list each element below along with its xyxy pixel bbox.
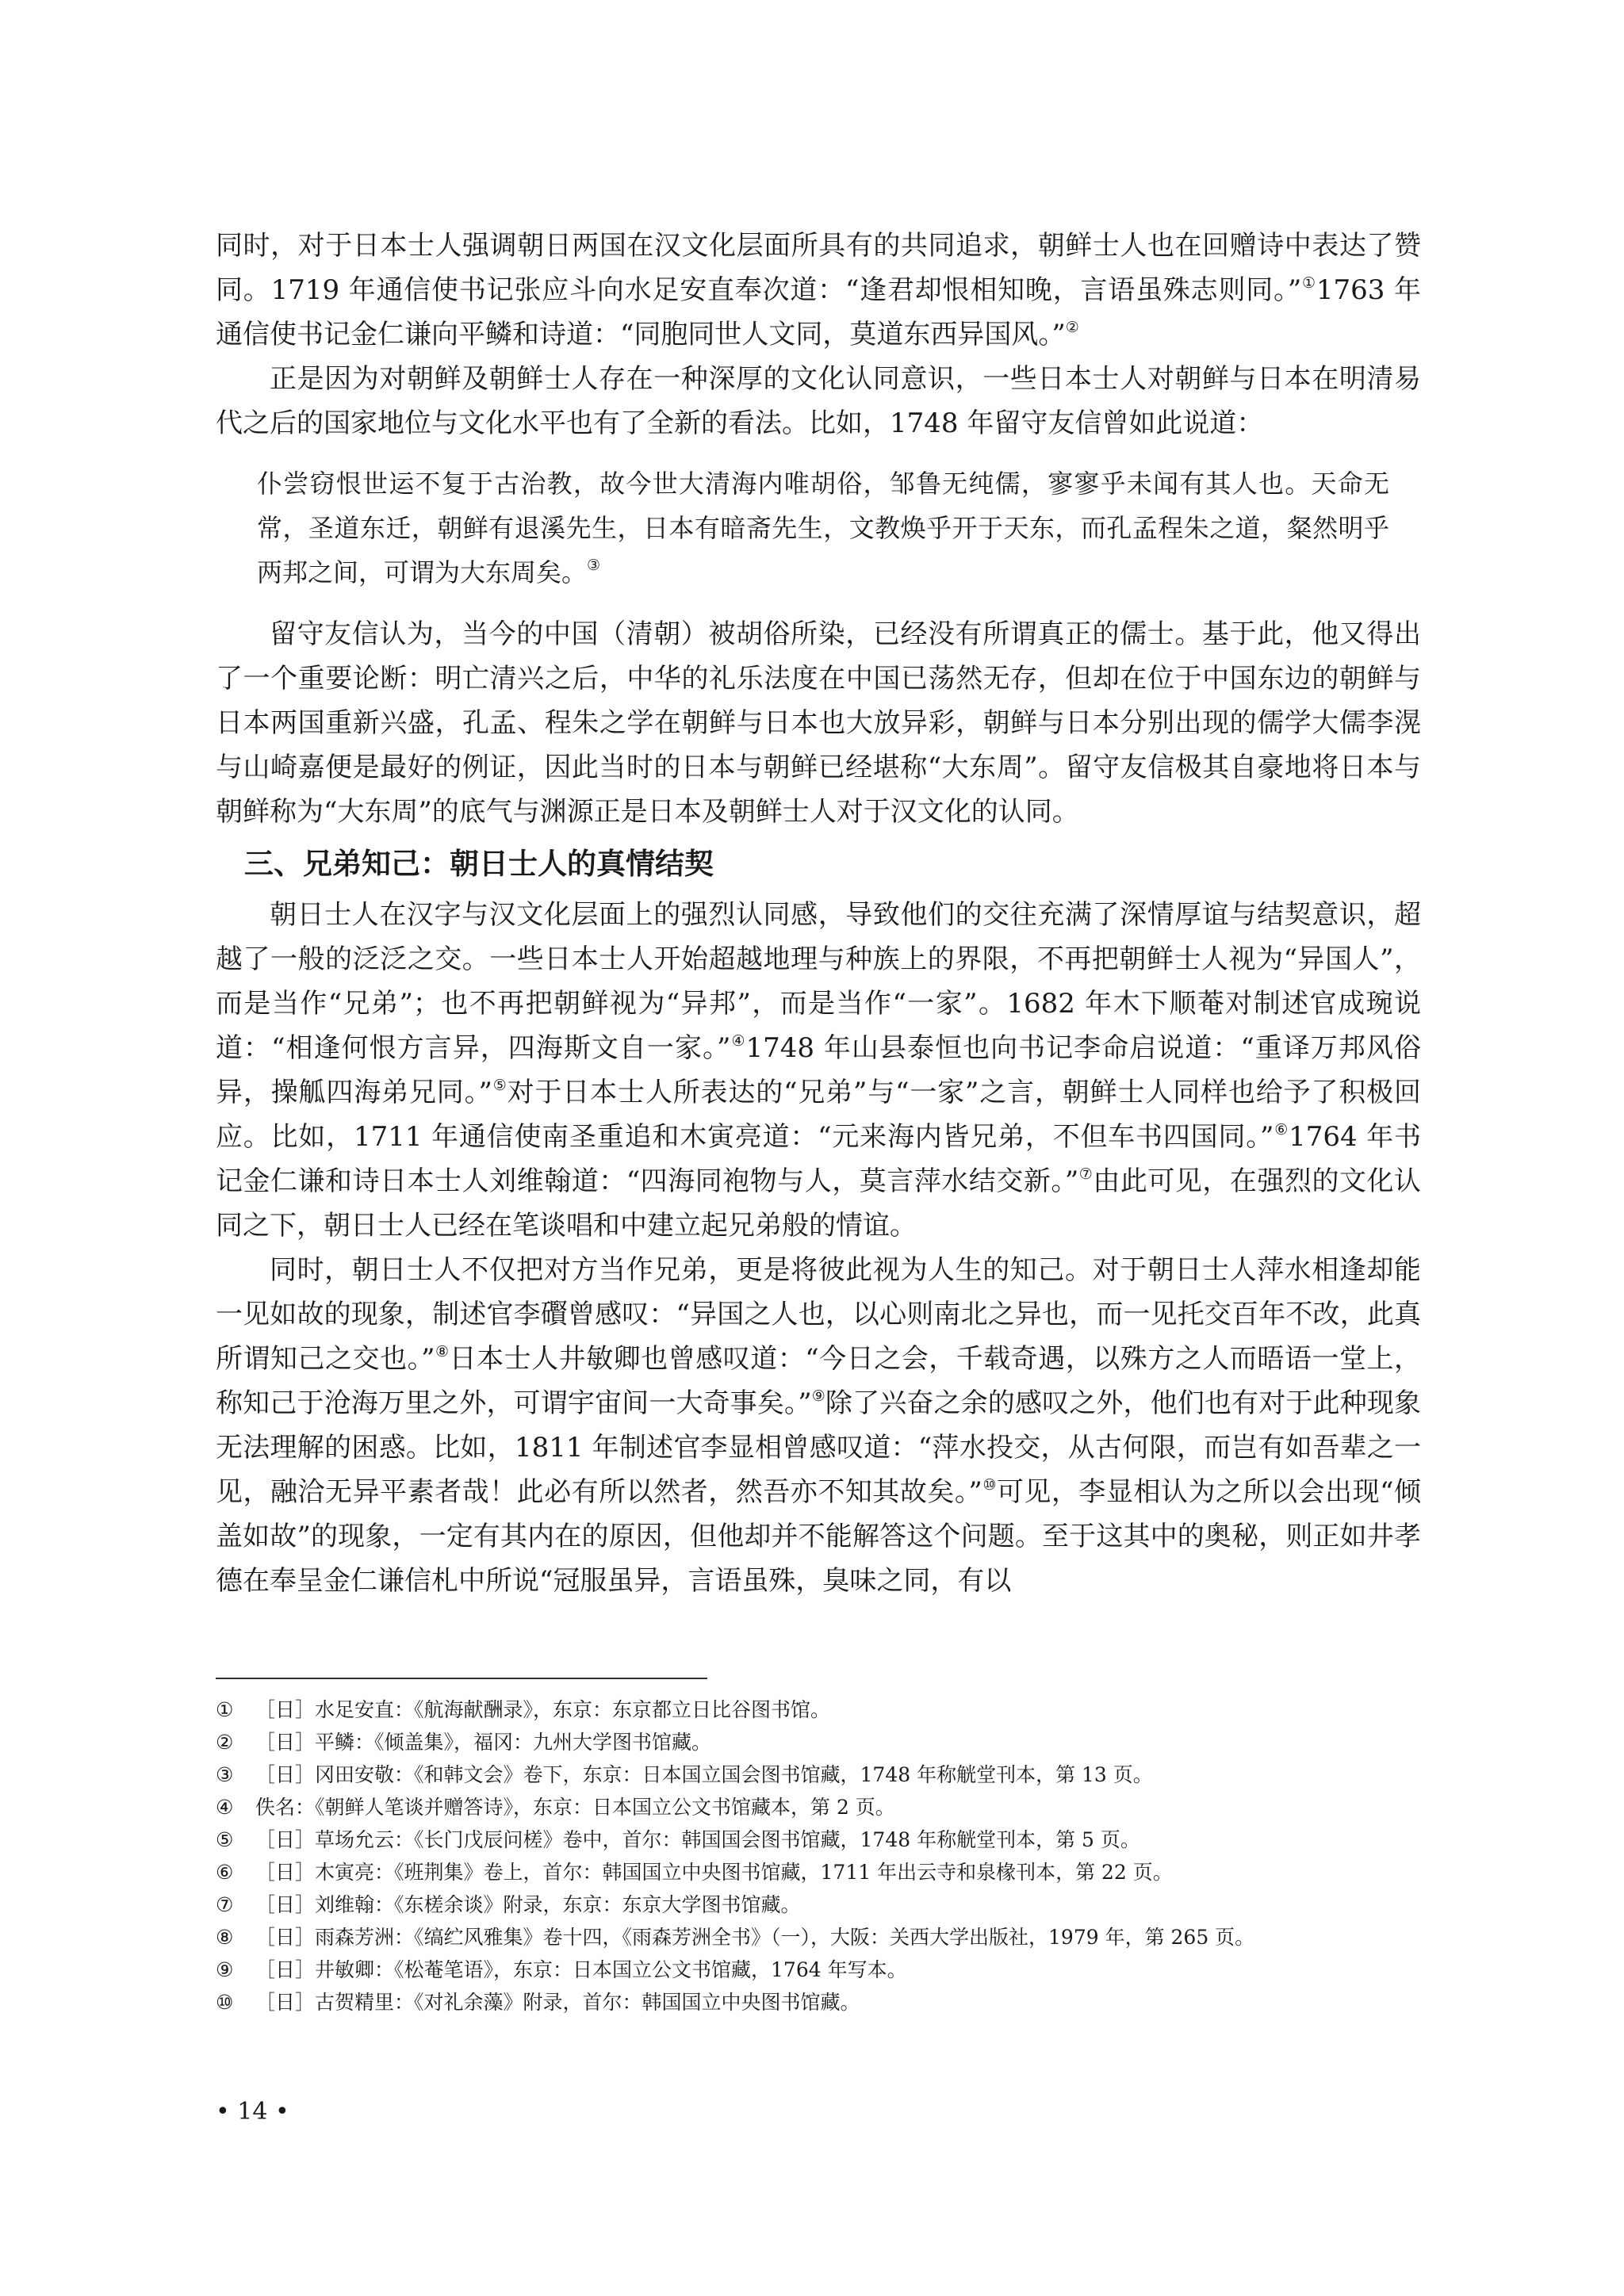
footnote-ref-7[interactable]: ⑦ [1078,1165,1094,1183]
footnote-number: ⑧ [216,1926,234,1949]
paragraph-text: 1764 年书记金仁谦和诗日本士人刘维翰道：“四海同袍物与人，莫言萍水结交新。” [216,1121,1421,1197]
paragraph-text: 1748 年山县泰恒也向书记李命启说道：“重译万邦风俗异，操觚四海弟兄同。” [216,1032,1421,1108]
footnote-ref-5[interactable]: ⑤ [492,1077,508,1094]
footnote-10 [216,1986,1437,2019]
footnote-number: ⑨ [216,1958,234,1981]
footnote-text: ［日］冈田安敬：《和韩文会》卷下，东京：日本国立国会图书馆藏，1748 年称觥堂刊本，第 13 页。 [255,1763,1153,1786]
footnotes [216,1693,1437,2019]
footnote-text: ［日］雨森芳洲：《缟纻风雅集》卷十四，《雨森芳洲全书》（一），大阪：关西大学出版社，1979 年，第 265 页。 [255,1926,1255,1949]
footnote-number: ⑦ [216,1893,234,1916]
footnote-7 [216,1888,1437,1921]
article-body [216,224,1421,1603]
paragraph-text: 由此可见，在强烈的文化认同之下，朝日士人已经在笔谈唱和中建立起兄弟般的情谊。 [216,1165,1421,1242]
footnote-4 [216,1791,1437,1823]
footnote-ref-3[interactable]: ③ [587,557,601,574]
paragraph-text: 除了兴奋之余的感叹之外，他们也有对于此种现象无法理解的困惑。比如，1811 年制述官李显相曾感叹道：“萍水投交，从古何限，而岂有如吾辈之一见，融洽无异平素者哉！此必有所以然者，然吾亦不知其故矣。” [216,1387,1421,1508]
footnote-text: ［日］草场允云：《长门戊辰问槎》卷中，首尔：韩国国会图书馆藏，1748 年称觥堂刊本，第 5 页。 [255,1828,1140,1851]
footnote-number: ② [216,1731,234,1754]
paragraph-text: 同时，朝日士人不仅把对方当作兄弟，更是将彼此视为人生的知己。对于朝日士人萍水相逢却能一见如故的现象，制述官李礥曾感叹：“异国之人也，以心则南北之异也，而一见托交百年不改，此真所谓知己之交也。” [216,1254,1421,1375]
block-quote [216,461,1421,595]
section-heading: 三、兄弟知己：朝日士人的真情结契 [244,847,714,881]
paragraph-5 [216,1248,1421,1603]
footnote-3 [216,1758,1437,1791]
quote-text: 仆尝窃恨世运不复于古治教，故今世大清海内唯胡俗，邹鲁无纯儒，寥寥乎未闻有其人也。天命无常，圣道东迁，朝鲜有退溪先生，日本有暗斋先生，文教焕乎开于天东，而孔孟程朱之道，粲然明乎两邦之间，可谓为大东周矣。 [257,469,1389,587]
footnote-text: 佚名：《朝鲜人笔谈并赠答诗》，东京：日本国立公文书馆藏本，第 2 页。 [255,1796,895,1819]
footnote-8 [216,1921,1437,1954]
footnote-text: ［日］木寅亮：《班荆集》卷上，首尔：韩国国立中央图书馆藏，1711 年出云寺和泉椽刊本，第 22 页。 [255,1861,1173,1884]
paragraph-1 [216,224,1421,357]
paragraph-text: 对于日本士人所表达的“兄弟”与“一家”之言，朝鲜士人同样也给予了积极回应。比如，1711 年通信使南圣重追和木寅亮道：“元来海内皆兄弟，不但车书四国同。” [216,1077,1421,1153]
footnote-number: ① [216,1698,234,1721]
footnote-ref-8[interactable]: ⑧ [435,1343,450,1360]
paragraph-text: 1763 年通信使书记金仁谦向平鳞和诗道：“同胞同世人文同，莫道东西异国风。” [216,274,1421,350]
paragraph-text: 可见，李显相认为之所以会出现“倾盖如故”的现象，一定有其内在的原因，但他却并不能解答这个问题。至于这其中的奥秘，则正如井孝德在奉呈金仁谦信札中所说“冠服虽异，言语虽殊，臭味之同，有以 [216,1476,1421,1597]
footnote-ref-10[interactable]: ⑩ [982,1476,997,1494]
page-number: • 14 • [216,2098,289,2126]
footnote-number: ④ [216,1796,234,1819]
footnote-divider [216,1678,707,1679]
footnote-ref-9[interactable]: ⑨ [811,1387,825,1405]
footnote-text: ［日］古贺精里：《对礼余藻》附录，首尔：韩国国立中央图书馆藏。 [255,1991,860,2014]
paragraph-2: 正是因为对朝鲜及朝鲜士人存在一种深厚的文化认同意识，一些日本士人对朝鲜与日本在明清易代之后的国家地位与文化水平也有了全新的看法。比如，1748 年留守友信曾如此说道： [216,363,1421,439]
paragraph-text: 日本士人井敏卿也曾感叹道：“今日之会，千载奇遇，以殊方之人而晤语一堂上，称知己于沧海万里之外，可谓宇宙间一大奇事矣。” [216,1343,1421,1419]
footnote-ref-1[interactable]: ① [1301,274,1316,292]
footnote-6 [216,1856,1437,1888]
footnote-text: ［日］平鳞：《倾盖集》，福冈：九州大学图书馆藏。 [255,1731,712,1754]
footnote-1 [216,1693,1437,1726]
paragraph-text: 朝日士人在汉字与汉文化层面上的强烈认同感，导致他们的交往充满了深情厚谊与结契意识，超越了一般的泛泛之交。一些日本士人开始超越地理与种族上的界限，不再把朝鲜士人视为“异国人”，而是当作“兄弟”；也不再把朝鲜视为“异邦”，而是当作“一家”。1682 年木下顺菴对制述官成琬说道：“相逢何恨方言异，四海斯文自一家。” [216,899,1421,1064]
footnote-ref-6[interactable]: ⑥ [1274,1121,1289,1138]
footnote-9 [216,1954,1437,1986]
footnote-number: ⑤ [216,1828,234,1851]
footnote-number: ⑥ [216,1861,234,1884]
paragraph-text: 同时，对于日本士人强调朝日两国在汉文化层面所具有的共同追求，朝鲜士人也在回赠诗中表达了赞同。1719 年通信使书记张应斗向水足安直奉次道：“逢君却恨相知晚，言语虽殊志则同。” [216,230,1421,306]
footnote-5 [216,1823,1437,1856]
footnote-ref-4[interactable]: ④ [730,1032,746,1050]
footnote-text: ［日］井敏卿：《松菴笔语》，东京：日本国立公文书馆藏，1764 年写本。 [255,1958,907,1981]
paragraph-4 [216,893,1421,1248]
footnote-number: ⑩ [216,1991,234,2014]
footnote-text: ［日］水足安直：《航海献酬录》，东京：东京都立日比谷图书馆。 [255,1698,831,1721]
footnote-text: ［日］刘维翰：《东槎余谈》附录，东京：东京大学图书馆藏。 [255,1893,801,1916]
footnote-2 [216,1726,1437,1758]
footnote-number: ③ [216,1763,234,1786]
paragraph-3: 留守友信认为，当今的中国（清朝）被胡俗所染，已经没有所谓真正的儒士。基于此，他又得出了一个重要论断：明亡清兴之后，中华的礼乐法度在中国已荡然无存，但却在位于中国东边的朝鲜与日本两国重新兴盛，孔孟、程朱之学在朝鲜与日本也大放异彩，朝鲜与日本分别出现的儒学大儒李滉与山崎嘉便是最好的例证，因此当时的日本与朝鲜已经堪称“大东周”。留守友信极其自豪地将日本与朝鲜称为“大东周”的底气与渊源正是日本及朝鲜士人对于汉文化的认同。 [216,618,1421,828]
footnote-ref-2[interactable]: ② [1065,319,1079,336]
